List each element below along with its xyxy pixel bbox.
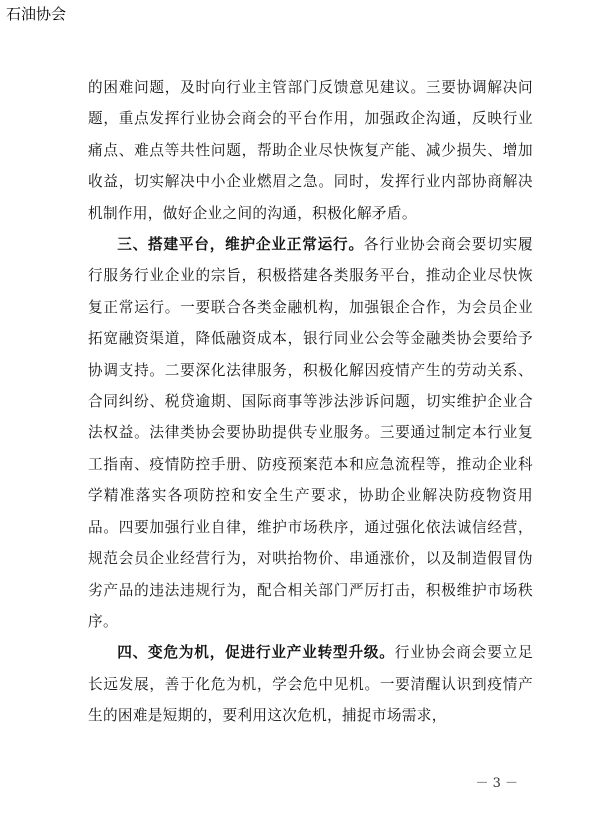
header-tag: 石油协会 bbox=[6, 5, 67, 23]
section-heading: 四、变危为机，促进行业产业转型升级。 bbox=[117, 644, 395, 662]
paragraph-text: 各行业协会商会要切实履行服务行业企业的宗旨，积极搭建各类服务平台，推动企业尽快恢复正常运行。一要联合各类金融机构，加强银企合作，为会员企业拓宽融资渠道，降低融资成本，银行同业公会等金融类协会要给予协调支持。二要深化法律服务，积极化解因疫情产生的劳动关系、合同纠纷、税贷逾期、国际商事等涉法涉诉问题，切实维护企业合法权益。法律类协会要协助提供专业服务。三要通过制定本行业复工指南、疫情防控手册、防疫预案范本和应急流程等，推动企业科学精准落实各项防控和安全生产要求，协助企业解决防疫物资用品。四要加强行业自律，维护市场秩序，通过强化依法诚信经营，规范会员企业经营行为，对哄抬物价、串通涨价，以及制造假冒伪劣产品的违法违规行为，配合相关部门严厉打击，积极维护市场秩序。 bbox=[88, 236, 533, 630]
paragraph-text: 行业协会商会要立足长远发展，善于化危为机，学会危中见机。一要清醒认识到疫情产生的困难是短期的，要利用这次危机，捕捉市场需求， bbox=[88, 644, 533, 725]
page-number: － 3 － bbox=[475, 776, 518, 791]
document-body bbox=[88, 72, 533, 732]
paragraph-section-4 bbox=[88, 637, 533, 731]
paragraph-section-3 bbox=[88, 229, 533, 637]
section-heading: 三、搭建平台，维护企业正常运行。 bbox=[117, 236, 364, 254]
paragraph-text: 的困难问题，及时向行业主管部门反馈意见建议。三要协调解决问题，重点发挥行业协会商会的平台作用，加强政企沟通，反映行业痛点、难点等共性问题，帮助企业尽快恢复产能、减少损失、增加收益，切实解决中小企业燃眉之急。同时，发挥行业内部协商解决机制作用，做好企业之间的沟通，积极化解矛盾。 bbox=[88, 79, 533, 222]
paragraph-continuation bbox=[88, 72, 533, 229]
